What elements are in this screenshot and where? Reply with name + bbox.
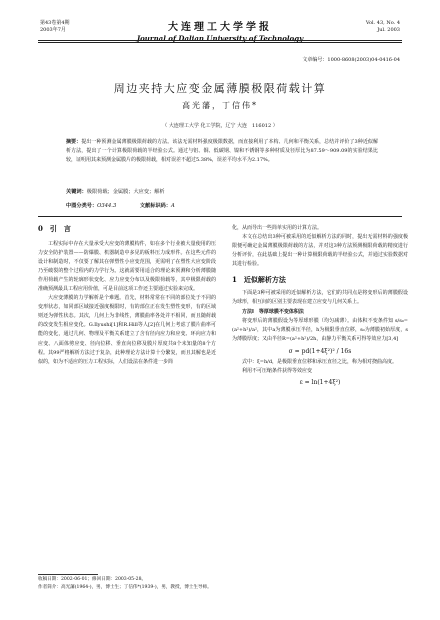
affiliation: （ 大连理工大学 化工学院，辽宁 大连 116012 ） (162, 123, 278, 129)
journal-name-cn: 大连理工大学学报 (168, 22, 272, 33)
volume-en: Vol. 43, No. 4 (365, 20, 400, 26)
paragraph: 下面是3种可被采用的近似解析方法，它们的共同点是将变形后的薄膜假设为球形，相互间的区别主要表现在建立应变与几何关系上。 (232, 290, 408, 306)
date-en: Jul. 2003 (377, 27, 400, 33)
equation-1: σ = pd(1+4ξ²)² / 16s (288, 347, 352, 355)
paper-authors: 高光藩，丁信伟* (182, 101, 258, 110)
paragraph: 本文在总结出3种可被采用的近似解析方法的同时，提出无需材料的强度极限便可确定金属薄膜极限荷载的方法，并对这3种方法预测极限荷载的精度进行分析评价，在此基础上提出一种计算极限荷载的半经验公式，并通过实验数据对其进行检验。 (232, 234, 408, 268)
date-cn: 2003年7月 (40, 27, 66, 33)
section-introduction-heading: 0 引 言 (38, 224, 71, 233)
clc-label: 中图分类号： (66, 203, 98, 209)
header-right (366, 20, 400, 34)
paragraph: 利用不可压缩条件获得等效应变 (242, 367, 313, 374)
equation-2: ε = ln(1+4ξ²) (299, 378, 341, 386)
clc-code: O344.3 (97, 203, 117, 209)
paragraph: 式中：ξ=h/d，是极限垂直位移和承压直径之比，称为相对挠曲高度。 (242, 358, 398, 365)
paragraph: 大应变薄膜的力学解析是个难题。首先，材料常常在不同的部位处于不同的变形状态，如同部区域接近强度极限时，有的部位正在发生塑性变形，有的区域则还为弹性状态。其次，几何上为非线性，薄膜曲率各处并不相同，而且随荷载的改变发生相应变化。G.Ilyushi[1]和R.Hill等人[2]在几何上考虑了膜片曲率可能的变化，通过几何、物理及平衡关系建立了含有径向应力和应变、环向应力和应变、八面体剪应变、径向位移、垂直向位移及膜片厚度共8个未知量的8个方程。其99严格解析方法过于复杂，此种理论方法计算十分繁复，而且其解也是近似的，如为不适应的压力工程实际，人们设法在条件进一步简 (38, 295, 216, 365)
footnote (38, 576, 212, 592)
header-rule-thin (38, 42, 402, 43)
abstract (66, 138, 378, 165)
keywords (66, 188, 165, 195)
keywords-label: 关键词： (66, 189, 87, 195)
paragraph: 将变形后的薄膜假设为等厚球形膜（均匀减薄）。由体积不变条件知 s/s₀=(a²+h²)/a²，其中a为薄膜承压半径，h为极限垂直位移，s₀为薄膜初始厚度，s为薄膜厚度；又由半径R=(a²+h²)/2h，由静力平衡关系可得等效应力[3,4] (232, 318, 408, 343)
doc-code: A (171, 203, 175, 209)
method-heading: 方法Ⅰ 等厚球膜不变体积法 (242, 309, 304, 316)
volume-cn: 第43卷第4期 (40, 20, 70, 26)
abstract-text: 提出一种预测金属薄膜极限荷载的方法。该法无需材料强度极限数据，而直接利用了本构、几何和平衡关系，总结并评价了3种近似解析方法，提出了一个计算极限荷载的半经验公式。通过与铝、铜、低碳钢、镍和不锈钢等多种材质及径厚比为87.59～909.09的实验结果比较，证明用其来预测金属膜片的极限荷载，相对误差不超过5.38%，误差平均水平为2.17%。 (66, 139, 378, 163)
header-rule (38, 40, 402, 41)
journal-name-en: Journal of Dalian University of Technology (136, 34, 304, 43)
keywords-text: 极限荷载；金属膜；大应变；解析 (86, 189, 165, 195)
classification (66, 202, 197, 209)
left-column (38, 224, 216, 367)
author-bio: 作者简介：高光藩(1964-)，男，博士生；丁信伟*(1939-)，男，教授，博士生导师。 (38, 585, 212, 590)
abstract-label: 摘要： (66, 139, 82, 145)
abstract-rule (38, 216, 402, 217)
doc-code-label: 文献标识码： (139, 203, 172, 209)
section-methods-heading: 1 近似解析方法 (232, 275, 286, 285)
footnote-rule (38, 574, 98, 575)
received-date: 收稿日期：2002-06-01；修回日期：2003-05-28。 (38, 577, 147, 582)
paragraph: 化，从而导出一些简单实用的计算方法。 (232, 225, 323, 231)
paper-title: 周边夹持大应变金属薄膜极限荷载计算 (113, 82, 327, 95)
article-number: 文章编号：1000-8608(2003)04-0416-04 (302, 57, 400, 63)
paragraph: 工程实际中存在大量承受大应变的薄膜构件，如在多个行业被大量使用的压力安全防护装置——防爆膜、机器制造中多见的板料压力成形件。在这些元件的设计和制造时，不仅要了解其在弹塑性小应变范围，更需明了在塑性大应变阶段乃至破裂的整个过程内的力学行为。这就需要用适合的理论来预测和分析薄膜随作用荷载产生的轮廓形状变化、应力应变分布以及极限荷载等，其中极限荷载的准确预测最具工程应用价值，可是目前这项工作还主要通过实验来完成。 (38, 241, 216, 293)
right-column (232, 224, 408, 389)
